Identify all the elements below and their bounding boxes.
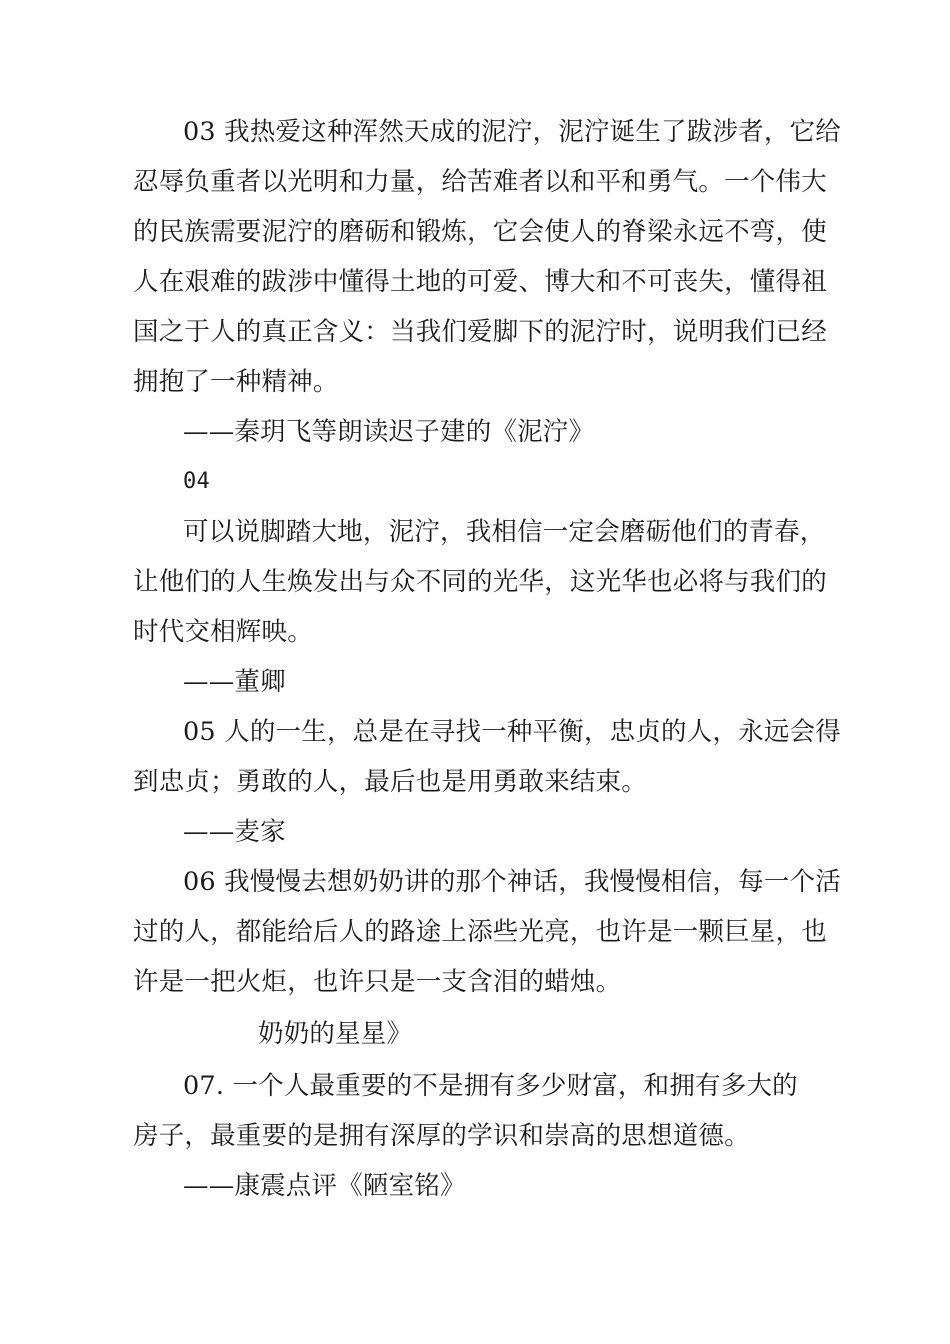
paragraph-line: 过的人，都能给后人的路途上添些光亮，也许是一颗巨星，也 — [133, 917, 827, 947]
paragraph-line: 到忠贞；勇敢的人，最后也是用勇敢来结束。 — [133, 767, 648, 797]
attribution: 奶奶的星星》 — [258, 1019, 413, 1049]
attribution: ——董卿 — [183, 667, 286, 697]
paragraph-line: 05 人的一生，总是在寻找一种平衡，忠贞的人，永远会得 — [183, 717, 841, 747]
paragraph-line: 可以说脚踏大地，泥泞，我相信一定会磨砺他们的青春， — [183, 517, 826, 547]
attribution: ——康震点评《陋室铭》 — [183, 1171, 466, 1201]
paragraph-line: 忍辱负重者以光明和力量，给苦难者以和平和勇气。一个伟大 — [133, 167, 827, 197]
paragraph-line: 03 我热爱这种浑然天成的泥泞，泥泞诞生了跋涉者，它给 — [183, 117, 841, 147]
paragraph-line: 06 我慢慢去想奶奶讲的那个神话，我慢慢相信，每一个活 — [183, 867, 841, 897]
paragraph-line: 许是一把火炬，也许只是一支含泪的蜡烛。 — [133, 967, 622, 997]
paragraph-line: 时代交相辉映。 — [133, 617, 313, 647]
paragraph-line: 国之于人的真正含义：当我们爱脚下的泥泞时，说明我们已经 — [133, 317, 827, 347]
attribution: ——秦玥飞等朗读迟子建的《泥泞》 — [183, 417, 595, 447]
attribution: ——麦家 — [183, 817, 286, 847]
paragraph-line: 房子，最重要的是拥有深厚的学识和崇高的思想道德。 — [133, 1121, 750, 1151]
paragraph-line: 的民族需要泥泞的磨砺和锻炼，它会使人的脊梁永远不弯，使 — [133, 217, 827, 247]
paragraph-line: 07. 一个人最重要的不是拥有多少财富，和拥有多大的 — [183, 1071, 798, 1101]
paragraph-line: 拥抱了一种精神。 — [133, 367, 339, 397]
passage-number: 04 — [183, 469, 210, 494]
paragraph-line: 人在艰难的跋涉中懂得土地的可爱、博大和不可丧失，懂得祖 — [133, 267, 827, 297]
paragraph-line: 让他们的人生焕发出与众不同的光华，这光华也必将与我们的 — [133, 567, 827, 597]
